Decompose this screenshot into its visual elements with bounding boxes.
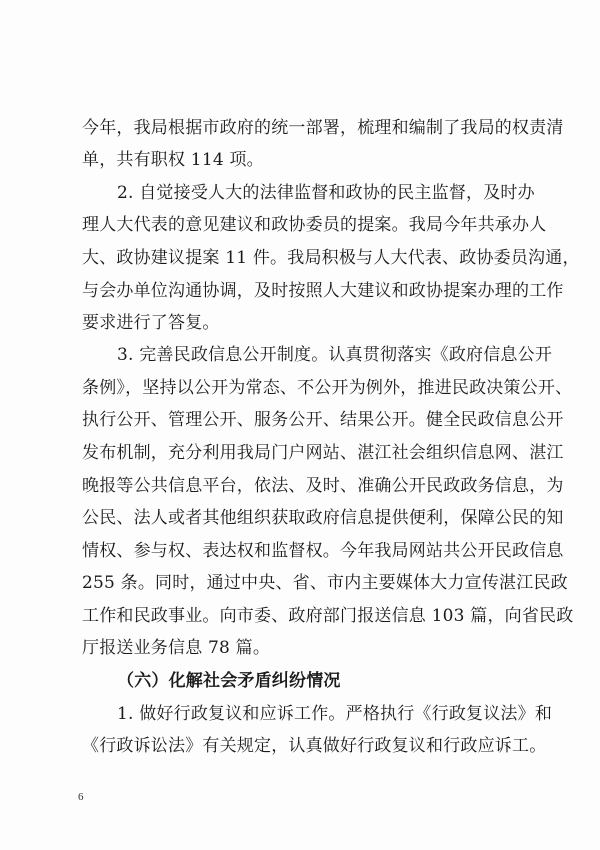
paragraph-line: 厅报送业务信息 78 篇。 xyxy=(82,638,271,658)
paragraph-line: 理人大代表的意见建议和政协委员的提案。我局今年共承办人 xyxy=(82,215,547,235)
paragraph-line: 公民、法人或者其他组织获取政府信息提供便利，保障公民的知 xyxy=(82,508,564,528)
paragraph-line: 情权、参与权、表达权和监督权。今年我局网站共公开民政信息 xyxy=(82,541,564,561)
paragraph-line: 与会办单位沟通协调，及时按照人大建议和政协提案办理的工作 xyxy=(82,281,564,301)
paragraph-line: 3. 完善民政信息公开制度。认真贯彻落实《政府信息公开 xyxy=(117,345,553,365)
paragraph-line: 1. 做好行政复议和应诉工作。严格执行《行政复议法》和 xyxy=(117,704,553,724)
paragraph-line: 条例》，坚持以公开为常态、不公开为例外，推进民政决策公开、 xyxy=(82,378,573,398)
paragraph-line: 今年，我局根据市政府的统一部署，梳理和编制了我局的权责清 xyxy=(82,118,564,138)
paragraph-line: 255 条。同时，通过中央、省、市内主要媒体大力宣传湛江民政 xyxy=(82,573,568,593)
paragraph-line: 执行公开、管理公开、服务公开、结果公开。健全民政信息公开 xyxy=(82,410,564,430)
paragraph-line: 工作和民政事业。向市委、政府部门报送信息 103 篇，向省民政 xyxy=(82,606,574,626)
paragraph-line: 单，共有职权 114 项。 xyxy=(82,150,264,170)
page-number: 6 xyxy=(78,791,84,803)
paragraph-line: 2. 自觉接受人大的法律监督和政协的民主监督，及时办 xyxy=(117,183,535,203)
paragraph-line: 发布机制，充分利用我局门户网站、湛江社会组织信息网、湛江 xyxy=(82,443,564,463)
section-heading: （六）化解社会矛盾纠纷情况 xyxy=(117,671,341,691)
paragraph-line: 大、政协建议提案 11 件。我局积极与人大代表、政协委员沟通， xyxy=(82,248,580,268)
paragraph-line: 要求进行了答复。 xyxy=(82,313,220,333)
paragraph-line: 《行政诉讼法》有关规定，认真做好行政复议和行政应诉工。 xyxy=(82,736,547,756)
paragraph-line: 晚报等公共信息平台，依法、及时、准确公开民政政务信息，为 xyxy=(82,476,564,496)
